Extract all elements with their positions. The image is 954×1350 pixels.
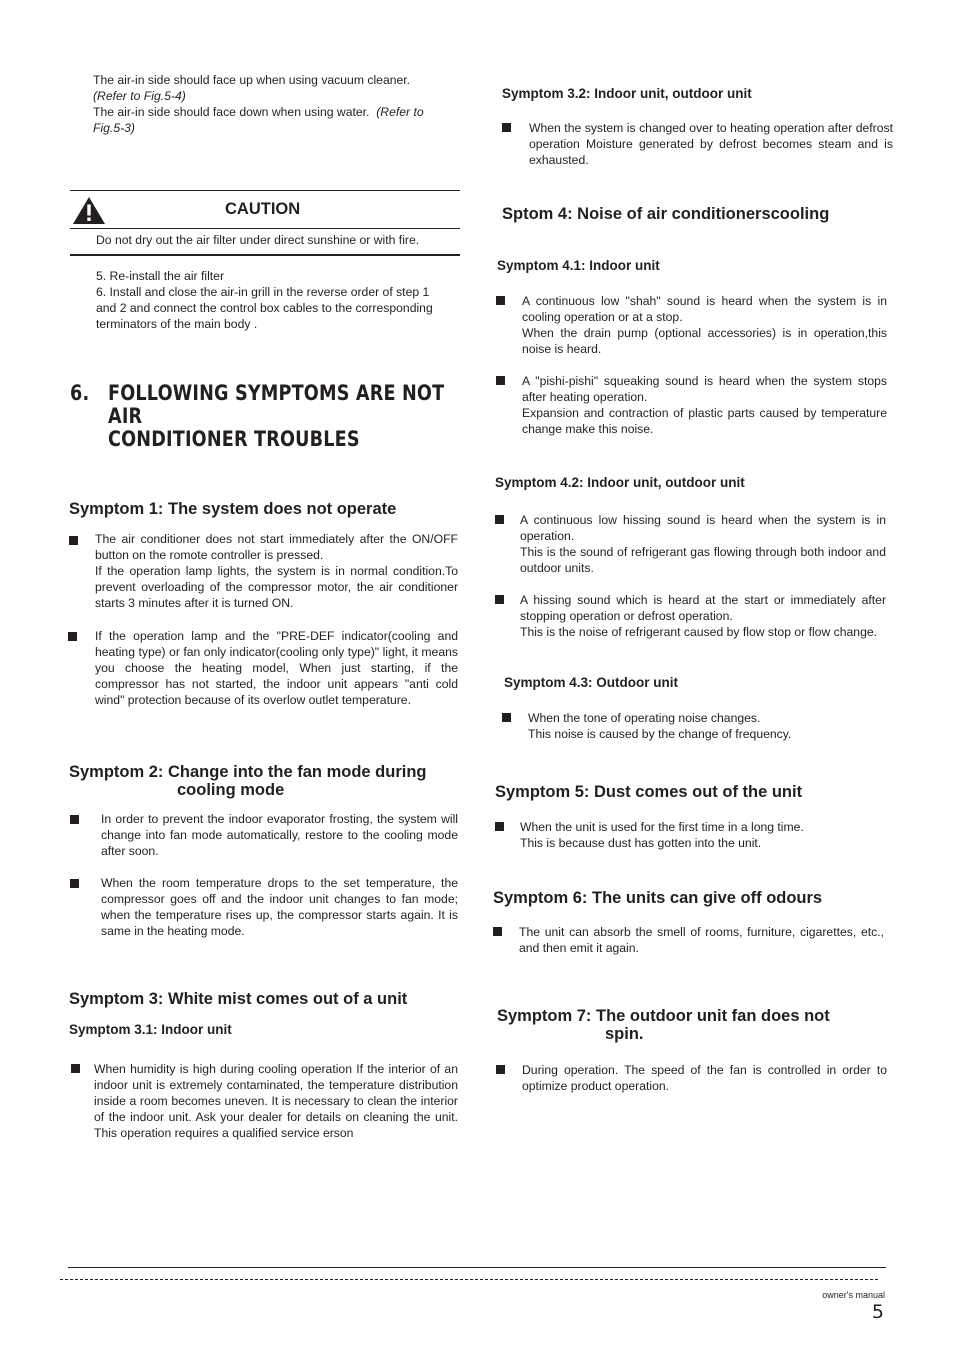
bullet-icon xyxy=(70,879,79,888)
symptom-2-item-1: In order to prevent the indoor evaporator frosting, the system will change into fan mode automatically, restore to the cooling mode after soon. xyxy=(101,812,458,858)
bullet-icon xyxy=(496,376,505,385)
bullet-icon xyxy=(496,296,505,305)
bullet-icon xyxy=(502,123,511,132)
bullet-icon xyxy=(68,632,77,641)
reinstall-steps xyxy=(96,268,466,332)
bullet-icon xyxy=(502,713,511,722)
symptom-4-2-item-2: A hissing sound which is heard at the start or immediately after stopping operation or defrost operation. This is the noise of refrigerant caused by flow stop or flow change. xyxy=(520,593,886,639)
intro-line-3: The air-in side should face down when using water. (Refer to xyxy=(93,105,424,119)
symptom-1-heading: Symptom 1: The system does not operate xyxy=(69,500,397,518)
intro-ref-3: Fig.5-3) xyxy=(93,121,135,135)
step-6-line-3: terminators of the main body . xyxy=(96,317,258,331)
symptom-6-item: The unit can absorb the smell of rooms, furniture, cigarettes, etc., and then emit it again. xyxy=(519,925,884,955)
symptom-5-item: When the unit is used for the first time in a long time. This is because dust has gotten into the unit. xyxy=(520,820,804,850)
symptom-6-heading: Symptom 6: The units can give off odours xyxy=(493,889,823,907)
symptom-3-1-item: When humidity is high during cooling operation If the interior of an indoor unit is extremely contaminated, the temperature distribution inside a room becomes uneven. It is necessary to clean the interior of the indoor unit. Ask your dealer for details on cleaning the unit. This operation requires a qualified service erson xyxy=(94,1062,458,1140)
symptom-3-2-subheading: Symptom 3.2: Indoor unit, outdoor unit xyxy=(502,86,752,101)
intro-ref-2: (Refer to xyxy=(376,105,424,119)
caution-text: Do not dry out the air filter under direct sunshine or with fire. xyxy=(96,233,420,247)
symptom-3-2-item: When the system is changed over to heating operation after defrost operation Moisture generated by defrost becomes steam and is exhausted. xyxy=(529,121,893,167)
caution-bottom-rule xyxy=(70,254,460,256)
page-number: 5 xyxy=(871,1301,884,1323)
bullet-icon xyxy=(496,1065,505,1074)
section-title-line-2: CONDITIONER TROUBLES xyxy=(108,427,360,451)
bullet-icon xyxy=(493,927,502,936)
symptom-4-1-subheading: Symptom 4.1: Indoor unit xyxy=(497,258,660,273)
symptom-4-2-item-1: A continuous low hissing sound is heard when the system is in operation. This is the sound of refrigerant gas flowing through both indoor and outdoor units. xyxy=(520,513,886,575)
symptom-1-item-1: The air conditioner does not start immediately after the ON/OFF button on the romote controller is pressed. If the operation lamp lights, the system is in normal condition.To prevent overloading of the compressor motor, the air conditioner starts 3 minutes after it is turned ON. xyxy=(95,532,458,610)
bullet-icon xyxy=(495,595,504,604)
caution-top-rule xyxy=(70,190,460,191)
warning-icon xyxy=(72,196,106,225)
caution-mid-rule xyxy=(70,228,460,229)
symptom-4-3-item: When the tone of operating noise changes. This noise is caused by the change of frequency. xyxy=(528,711,792,741)
bullet-icon xyxy=(495,515,504,524)
step-5: 5. Re-install the air filter xyxy=(96,269,225,283)
symptom-1-item-2: If the operation lamp and the "PRE-DEF indicator(cooling and heating type) or fan only indicator(cooling only type)" light, it means you choose the heating model, When just starting, if the compressor has not started, the indoor unit appears "anti cold wind" protection because of its overlow outlet temperature. xyxy=(95,629,458,707)
symptom-3-1-subheading: Symptom 3.1: Indoor unit xyxy=(69,1022,232,1037)
bullet-icon xyxy=(70,815,79,824)
symptom-4-3-subheading: Symptom 4.3: Outdoor unit xyxy=(504,675,678,690)
intro-line-1: The air-in side should face up when using vacuum cleaner. xyxy=(93,73,411,87)
caution-title: CAUTION xyxy=(225,200,301,218)
symptom-7-item: During operation. The speed of the fan is controlled in order to optimize product operation. xyxy=(522,1063,887,1093)
bullet-icon xyxy=(69,536,78,545)
bullet-icon xyxy=(495,822,504,831)
step-6-line-1: 6. Install and close the air-in grill in the reverse order of step 1 xyxy=(96,285,430,299)
intro-note xyxy=(93,72,463,136)
footer-dashed-rule xyxy=(60,1279,878,1280)
footer-rule xyxy=(68,1267,886,1268)
symptom-4-heading: Sptom 4: Noise of air conditionerscooling xyxy=(502,205,830,223)
symptom-5-heading: Symptom 5: Dust comes out of the unit xyxy=(495,783,803,801)
step-6-line-2: and 2 and connect the control box cables to the corresponding xyxy=(96,301,433,315)
symptom-3-heading: Symptom 3: White mist comes out of a unit xyxy=(69,990,408,1008)
symptom-2-item-2: When the room temperature drops to the set temperature, the compressor goes off and the indoor unit changes to fan mode; when the temperature rises up, the compressor starts again. It is same in the heating mode. xyxy=(101,876,458,938)
symptom-4-2-subheading: Symptom 4.2: Indoor unit, outdoor unit xyxy=(495,475,745,490)
bullet-icon xyxy=(71,1064,80,1073)
section-number: 6. xyxy=(70,381,90,405)
symptom-4-1-item-2: A "pishi-pishi" squeaking sound is heard when the system stops after heating operation. Expansion and contraction of plastic parts caused by temperature change make this noise. xyxy=(522,374,887,436)
footer-label: owner's manual xyxy=(822,1290,885,1300)
section-title-line-1: FOLLOWING SYMPTOMS ARE NOT AIR xyxy=(108,381,445,428)
symptom-4-1-item-1: A continuous low "shah" sound is heard when the system is in cooling operation or at a stop. When the drain pump (optional accessories) is in operation,this noise is heard. xyxy=(522,294,887,356)
section-title xyxy=(108,382,461,451)
symptom-2-heading: Symptom 2: Change into the fan mode during cooling mode xyxy=(69,763,427,799)
intro-ref-1: (Refer to Fig.5-4) xyxy=(93,89,186,103)
symptom-7-heading: Symptom 7: The outdoor unit fan does not spin. xyxy=(497,1007,830,1043)
